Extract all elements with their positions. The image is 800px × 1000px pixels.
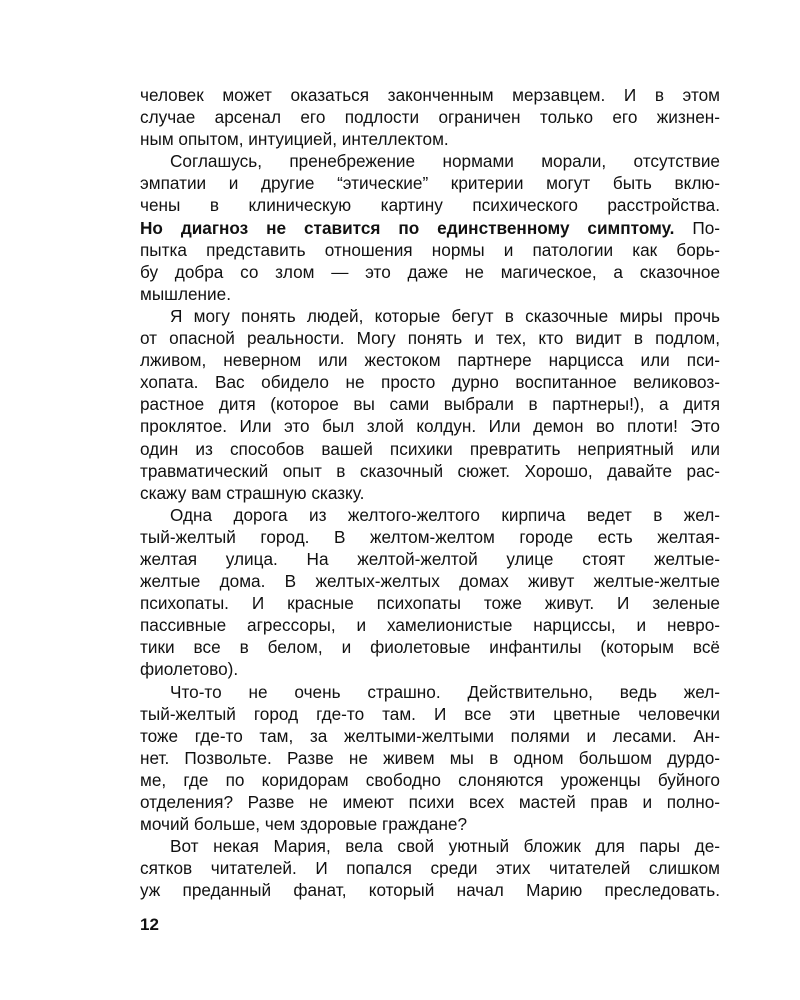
text-line: проклятое. Или это был злой колдун. Или демон во плоти! Это bbox=[140, 416, 720, 437]
text-line: сятков читателей. И попался среди этих читателей слишком bbox=[140, 858, 720, 879]
text-line: тый-желтый город. В желтом-желтом городе есть желтая- bbox=[140, 526, 720, 547]
text-line: уж преданный фанат, который начал Марию преследовать. bbox=[140, 880, 720, 901]
text-line: мочий больше, чем здоровые граждане? bbox=[140, 814, 468, 835]
text-line: пытка представить отношения нормы и патологии как борь- bbox=[140, 239, 720, 260]
body-text bbox=[140, 84, 720, 901]
text-line: Вот некая Мария, вела свой уютный бложик для пары де- bbox=[170, 836, 720, 857]
text-line: Что-то не очень страшно. Действительно, ведь жел- bbox=[170, 681, 720, 702]
text-line: нет. Позвольте. Разве не живем мы в одном большом дурдо- bbox=[140, 747, 720, 768]
text-line: хопата. Вас обидело не просто дурно воспитанное великовоз- bbox=[140, 372, 720, 393]
text-line: тики все в белом, и фиолетовые инфантилы (которым всё bbox=[140, 637, 720, 658]
text-line-emphasis bbox=[140, 217, 720, 239]
text-line: фиолетово). bbox=[140, 659, 239, 680]
text-line: растное дитя (которое вы сами выбрали в партнеры!), а дитя bbox=[140, 394, 720, 415]
text-fragment: По- bbox=[674, 217, 720, 238]
page-number: 12 bbox=[140, 915, 159, 934]
text-line: эмпатии и другие “этические” критерии могут быть вклю- bbox=[140, 173, 720, 194]
text-line: человек может оказаться законченным мерзавцем. И в этом bbox=[140, 85, 720, 105]
text-line: тый-желтый город где-то там. И все эти цветные человечки bbox=[140, 703, 720, 724]
text-line: случае арсенал его подлости ограничен только его жизнен- bbox=[140, 107, 720, 128]
text-line: от опасной реальности. Могу понять и тех, кто видит в подлом, bbox=[140, 328, 720, 349]
text-line: Соглашусь, пренебрежение нормами морали, отсутствие bbox=[170, 151, 720, 172]
text-line: мышление. bbox=[140, 283, 231, 304]
bold-statement: Но диагноз не ставится по единственному симптому. bbox=[140, 217, 675, 238]
text-line: травматический опыт в сказочный сюжет. Хорошо, давайте рас- bbox=[140, 460, 720, 481]
text-line: один из способов вашей психики превратить неприятный или bbox=[140, 438, 720, 459]
text-line: ным опытом, интуицией, интеллектом. bbox=[140, 129, 449, 150]
text-line: отделения? Разве не имеют психи всех мастей прав и полно- bbox=[140, 792, 720, 812]
text-line: чены в клиническую картину психического расстройства. bbox=[140, 195, 720, 216]
text-line: ме, где по коридорам свободно слоняются уроженцы буйного bbox=[140, 769, 720, 790]
text-line: Я могу понять людей, которые бегут в сказочные миры прочь bbox=[170, 305, 720, 326]
text-line: психопаты. И красные психопаты тоже живут. И зеленые bbox=[140, 593, 720, 614]
text-line: скажу вам страшную сказку. bbox=[140, 482, 365, 503]
text-line: лживом, неверном или жестоком партнере нарцисса или пси- bbox=[140, 350, 720, 371]
text-line: Одна дорога из желтого-желтого кирпича ведет в жел- bbox=[170, 504, 720, 525]
text-line: желтая улица. На желтой-желтой улице стоят желтые- bbox=[140, 548, 720, 569]
text-line: тоже где-то там, за желтыми-желтыми полями и лесами. Ан- bbox=[140, 725, 720, 746]
text-line: бу добра со злом — это даже не магическое, а сказочное bbox=[140, 261, 720, 282]
text-line: желтые дома. В желтых-желтых домах живут желтые-желтые bbox=[140, 571, 720, 592]
text-line: пассивные агрессоры, и хамелионистые нарциссы, и невро- bbox=[140, 615, 720, 636]
